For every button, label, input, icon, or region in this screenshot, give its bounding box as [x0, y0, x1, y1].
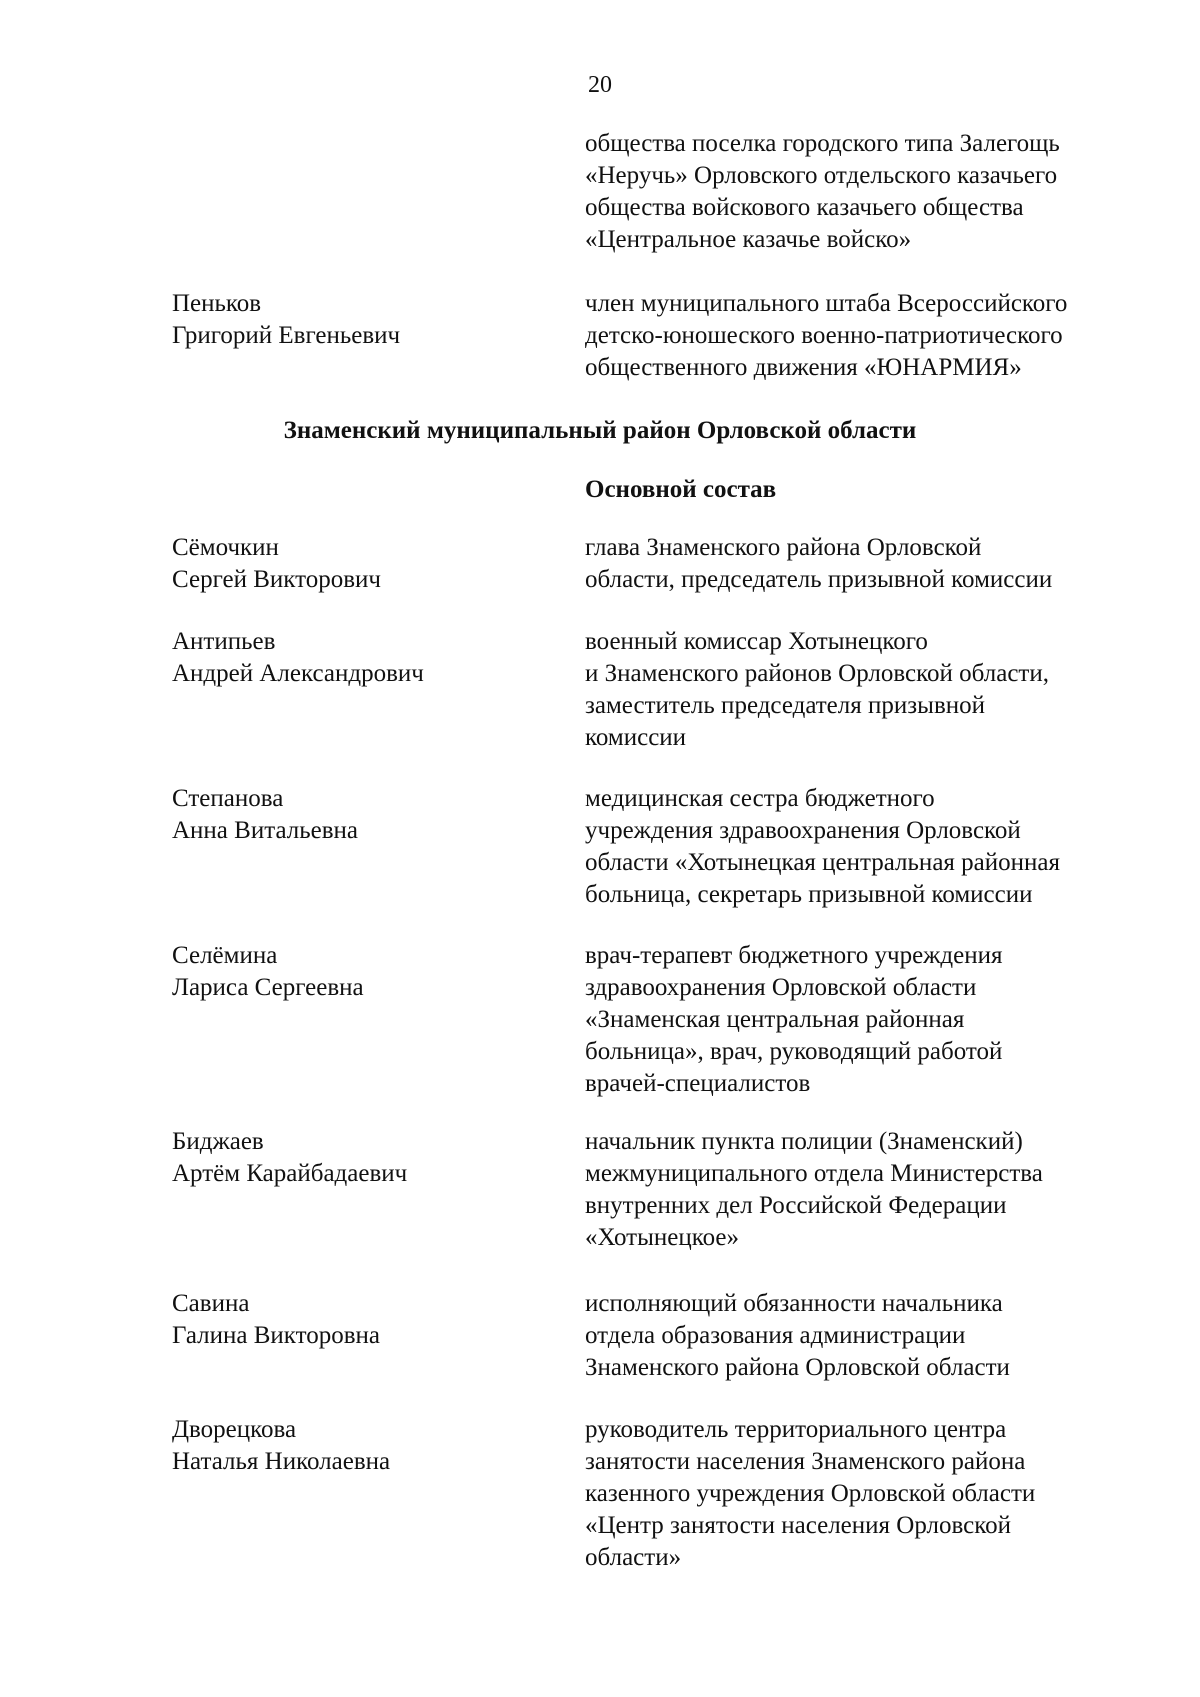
- member-name: [172, 288, 572, 352]
- member-role: [585, 1288, 1155, 1384]
- member-name: [172, 1414, 572, 1478]
- continuation-line: общества войскового казачьего общества: [585, 194, 1024, 221]
- member-given-name: Артём Карайбадаевич: [172, 1160, 408, 1187]
- continuation-line: «Центральное казачье войско»: [585, 226, 912, 253]
- member-name: [172, 1288, 572, 1352]
- role-line: здравоохранения Орловской области: [585, 974, 977, 1001]
- member-role: [585, 532, 1155, 596]
- role-line: «Центр занятости населения Орловской: [585, 1512, 1011, 1539]
- member-given-name: Анна Витальевна: [172, 817, 359, 844]
- role-line: «Знаменская центральная районная: [585, 1006, 965, 1033]
- role-line: области»: [585, 1544, 682, 1571]
- role-line: военный комиссар Хотынецкого: [585, 628, 928, 655]
- member-surname: Степанова: [172, 785, 284, 812]
- role-line: и Знаменского районов Орловской области,: [585, 660, 1049, 687]
- role-line: области «Хотынецкая центральная районная: [585, 849, 1060, 876]
- member-surname: Селёмина: [172, 942, 278, 969]
- continuation-line: общества поселка городского типа Залегощь: [585, 130, 1060, 157]
- member-role: [585, 288, 1155, 384]
- page-number: 20: [588, 72, 612, 98]
- role-line: больница, секретарь призывной комиссии: [585, 881, 1033, 908]
- member-given-name: Лариса Сергеевна: [172, 974, 364, 1001]
- subsection-title: Основной состав: [585, 476, 777, 503]
- role-line: член муниципального штаба Всероссийского: [585, 290, 1068, 317]
- continuation-line: «Неручь» Орловского отдельского казачьего: [585, 162, 1058, 189]
- member-surname: Савина: [172, 1290, 250, 1317]
- member-name: [172, 626, 572, 690]
- role-line: учреждения здравоохранения Орловской: [585, 817, 1021, 844]
- role-line: детско-юношеского военно-патриотического: [585, 322, 1063, 349]
- role-line: больница», врач, руководящий работой: [585, 1038, 1003, 1065]
- role-line: руководитель территориального центра: [585, 1416, 1007, 1443]
- member-name: [172, 940, 572, 1004]
- member-surname: Биджаев: [172, 1128, 264, 1155]
- member-surname: Антипьев: [172, 628, 276, 655]
- role-line: комиссии: [585, 724, 687, 751]
- role-line: Знаменского района Орловской области: [585, 1354, 1010, 1381]
- member-name: [172, 783, 572, 847]
- member-given-name: Галина Викторовна: [172, 1322, 380, 1349]
- role-line: казенного учреждения Орловской области: [585, 1480, 1036, 1507]
- continuation-text: [585, 128, 1145, 256]
- member-surname: Пеньков: [172, 290, 262, 317]
- role-line: межмуниципального отдела Министерства: [585, 1160, 1043, 1187]
- role-line: глава Знаменского района Орловской: [585, 534, 982, 561]
- role-line: начальник пункта полиции (Знаменский): [585, 1128, 1023, 1155]
- role-line: медицинская сестра бюджетного: [585, 785, 935, 812]
- member-given-name: Андрей Александрович: [172, 660, 424, 687]
- member-role: [585, 783, 1155, 911]
- role-line: врач-терапевт бюджетного учреждения: [585, 942, 1003, 969]
- role-line: внутренних дел Российской Федерации: [585, 1192, 1007, 1219]
- member-role: [585, 1414, 1155, 1574]
- member-role: [585, 940, 1155, 1100]
- member-given-name: Сергей Викторович: [172, 566, 381, 593]
- member-surname: Сёмочкин: [172, 534, 279, 561]
- role-line: «Хотынецкое»: [585, 1224, 740, 1251]
- role-line: заместитель председателя призывной: [585, 692, 985, 719]
- section-title: Знаменский муниципальный район Орловской области: [283, 417, 917, 444]
- member-surname: Дворецкова: [172, 1416, 297, 1443]
- member-given-name: Григорий Евгеньевич: [172, 322, 401, 349]
- role-line: исполняющий обязанности начальника: [585, 1290, 1003, 1317]
- member-given-name: Наталья Николаевна: [172, 1448, 391, 1475]
- role-line: отдела образования администрации: [585, 1322, 966, 1349]
- role-line: области, председатель призывной комиссии: [585, 566, 1053, 593]
- role-line: занятости населения Знаменского района: [585, 1448, 1026, 1475]
- member-role: [585, 626, 1155, 754]
- member-name: [172, 532, 572, 596]
- member-role: [585, 1126, 1155, 1254]
- role-line: врачей-специалистов: [585, 1070, 811, 1097]
- role-line: общественного движения «ЮНАРМИЯ»: [585, 354, 1022, 381]
- member-name: [172, 1126, 572, 1190]
